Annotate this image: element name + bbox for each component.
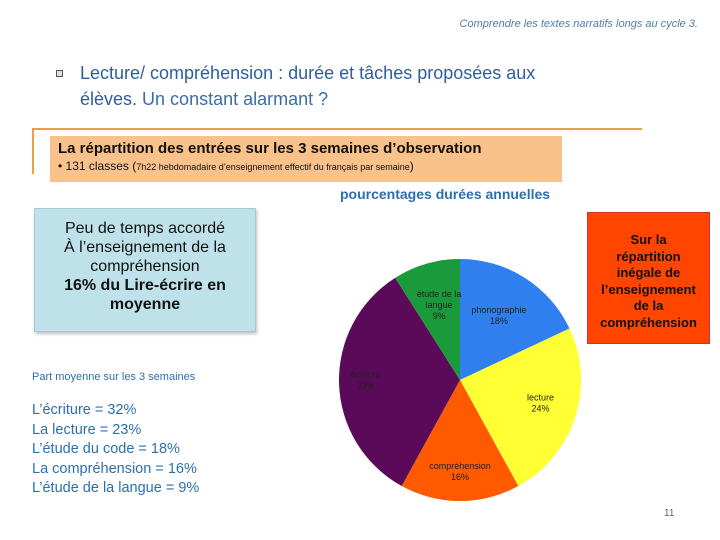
red-callout-box — [587, 212, 710, 344]
orange-box-subtitle: • 131 classes (7h22 hebdomadaire d’enseignement effectif du français par semaine) — [58, 159, 414, 173]
list-item: L’étude du code = 18% — [32, 441, 180, 457]
list-label: Part moyenne sur les 3 semaines — [32, 371, 196, 383]
title-part3: Un constant alarmant ? — [137, 89, 329, 109]
red-box-line: répartition — [616, 248, 681, 264]
list-item: L’étude de la langue = 9% — [32, 480, 200, 496]
blue-box-line4: 16% du Lire-écrire en — [64, 277, 226, 294]
red-box-line: de la — [633, 298, 664, 313]
red-box-line: compréhension — [600, 314, 697, 330]
red-box-line: l’enseignement — [601, 281, 696, 297]
list-item: La compréhension = 16% — [32, 460, 197, 477]
blue-box-line1: Peu de temps accordé — [64, 220, 226, 237]
header-text: Comprendre les textes narratifs longs au cycle 3. — [459, 18, 698, 30]
page-number: 11 — [664, 508, 675, 519]
list-item: La lecture = 23% — [32, 421, 142, 438]
pie-slice-label: lecture 24% — [527, 392, 555, 414]
list-item: L’écriture = 32% — [32, 402, 137, 418]
pie-slice-label: compréhension 16% — [429, 460, 491, 482]
red-box-line: Sur la — [630, 232, 667, 247]
title-part1: Lecture/ compréhension : durée et tâches proposées aux — [80, 63, 536, 83]
blue-box-line5: moyenne — [109, 296, 181, 313]
red-box-line: inégale de — [616, 265, 681, 280]
pie-slice-label: étude de la langue 9% — [416, 288, 462, 321]
pie-chart-title: pourcentages durées annuelles — [340, 186, 551, 202]
title-part2: élèves. — [80, 89, 138, 109]
blue-box-line3: compréhension — [90, 258, 200, 275]
orange-box-title: La répartition des entrées sur les 3 semaines d’observation — [58, 140, 482, 157]
blue-box-line2: À l’enseignement de la — [64, 239, 226, 256]
pie-slice-label: écriture 33% — [350, 369, 381, 391]
pie-slice-label: phonographie 18% — [471, 305, 527, 327]
